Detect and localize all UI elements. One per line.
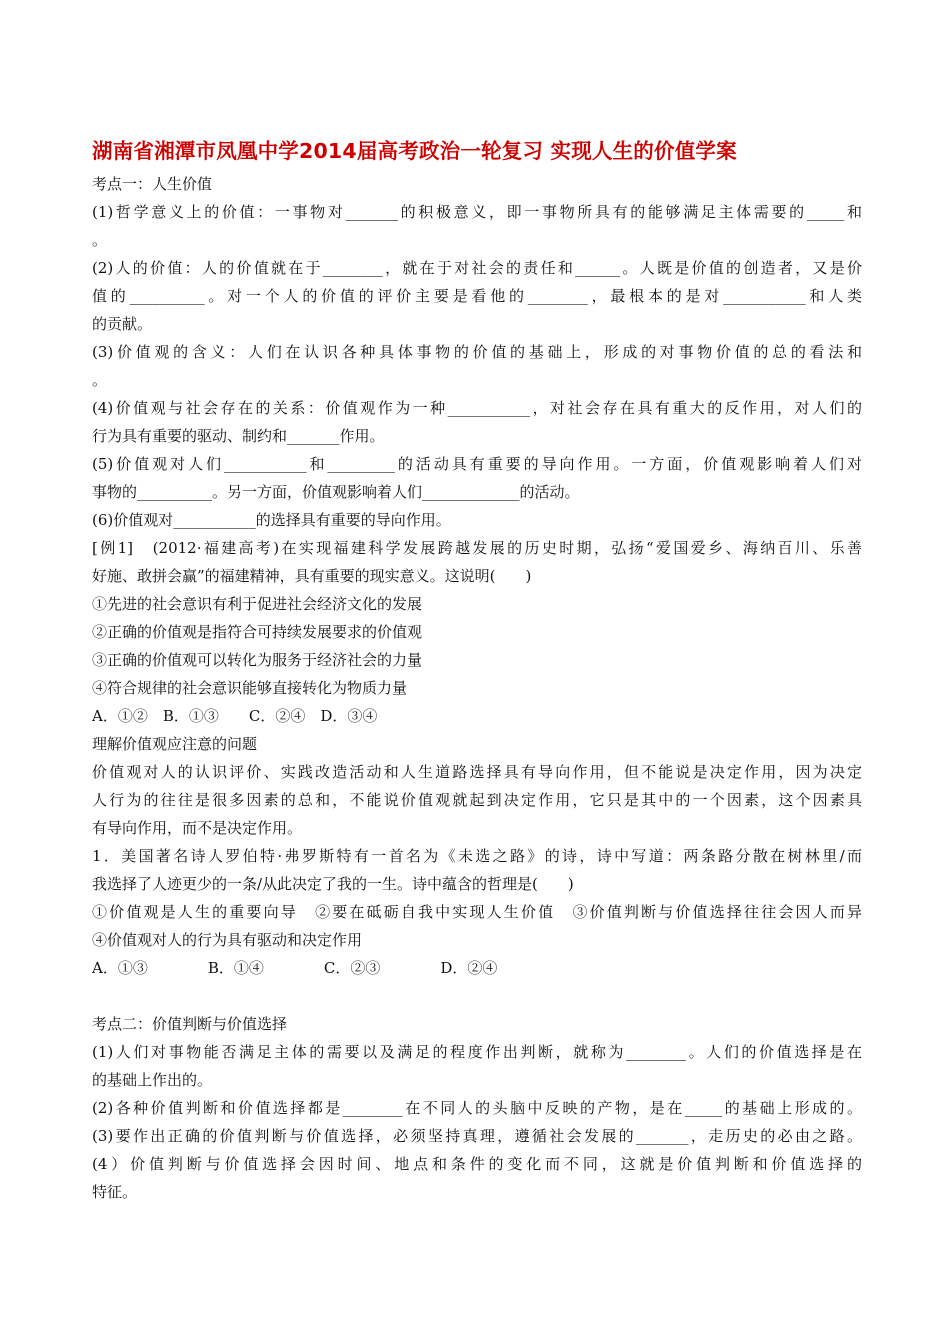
note-heading: 理解价值观应注意的问题 — [92, 735, 258, 753]
section-spacer — [92, 982, 862, 1010]
section-1-line: 的贡献。 — [92, 315, 153, 333]
note-line: 有导向作用，而不是决定作用。 — [92, 819, 303, 837]
example-question — [92, 534, 862, 730]
question-1 — [92, 842, 862, 982]
section-2-line: 的基础上作出的。 — [92, 1071, 213, 1089]
section-2-line: (2)各种价值判断和价值选择都是________在不同人的头脑中反映的产物，是在_____的基础上形成的。 — [92, 1099, 862, 1117]
question-1-line: ①价值观是人生的重要向导 ②要在砥砺自我中实现人生价值 ③价值判断与价值选择往往会因人而异 — [92, 903, 862, 921]
example-option: ③正确的价值观可以转化为服务于经济社会的力量 — [92, 651, 423, 669]
section-1 — [92, 170, 862, 534]
section-2-line: (1)人们对事物能否满足主体的需要以及满足的程度作出判断，就称为________。人们的价值选择是在 — [92, 1043, 862, 1061]
section-1-line: (4)价值观与社会存在的关系：价值观作为一种___________，对社会存在具有重大的反作用，对人们的 — [92, 399, 862, 417]
document-body — [92, 170, 862, 1206]
example-option: ①先进的社会意识有利于促进社会经济文化的发展 — [92, 595, 423, 613]
section-1-line: (2)人的价值：人的价值就在于________，就在于对社会的责任和______。人既是价值的创造者，又是价 — [92, 259, 862, 277]
note-block — [92, 730, 862, 842]
section-2-line: 特征。 — [92, 1183, 138, 1201]
question-1-answer-choices: A．①③ B．①④ C．②③ D．②④ — [92, 959, 498, 977]
section-2-heading: 考点二：价值判断与价值选择 — [92, 1015, 288, 1033]
section-2-line: (3)要作出正确的价值判断与价值选择，必须坚持真理，遵循社会发展的_______，走历史的必由之路。 — [92, 1127, 862, 1145]
question-1-line: 我选择了人迹更少的一条/从此决定了我的一生。诗中蕴含的哲理是( ) — [92, 875, 574, 893]
note-line: 人行为的往往是很多因素的总和，不能说价值观就起到决定作用，它只是其中的一个因素，这个因素具 — [92, 791, 862, 809]
section-2 — [92, 1010, 862, 1206]
example-stem-line: 好施、敢拼会赢”的福建精神，具有重要的现实意义。这说明( ) — [92, 567, 532, 585]
section-1-line: 。 — [92, 371, 108, 389]
section-2-line: (4）价值判断与价值选择会因时间、地点和条件的变化而不同，这就是价值判断和价值选择的 — [92, 1155, 862, 1173]
question-1-line: ④价值观对人的行为具有驱动和决定作用 — [92, 931, 363, 949]
note-line: 价值观对人的认识评价、实践改造活动和人生道路选择具有导向作用，但不能说是决定作用，因为决定 — [92, 763, 862, 781]
example-option: ④符合规律的社会意识能够直接转化为物质力量 — [92, 679, 408, 697]
section-1-line: 事物的__________。另一方面，价值观影响着人们_____________的活动。 — [92, 483, 580, 501]
section-1-line: 。 — [92, 231, 108, 249]
example-option: ②正确的价值观是指符合可持续发展要求的价值观 — [92, 623, 423, 641]
section-1-line: 值的__________。对一个人的价值的评价主要是看他的________，最根本的是对___________和人类 — [92, 287, 862, 305]
section-1-heading: 考点一：人生价值 — [92, 175, 213, 193]
section-1-line: (1)哲学意义上的价值：一事物对_______的积极意义，即一事物所具有的能够满足主体需要的_____和 — [92, 203, 862, 221]
document-title: 湖南省湘潭市凤凰中学2014届高考政治一轮复习 实现人生的价值学案 — [92, 139, 737, 163]
example-answer-choices: A．①② B．①③ C．②④ D．③④ — [92, 707, 378, 725]
section-1-line: (3)价值观的含义：人们在认识各种具体事物的价值的基础上，形成的对事物价值的总的看法和 — [92, 343, 862, 361]
question-1-line: 1．美国著名诗人罗伯特·弗罗斯特有一首名为《未选之路》的诗，诗中写道：两条路分散在树林里/而 — [92, 847, 862, 865]
example-stem-line: [例1] (2012·福建高考)在实现福建科学发展跨越发展的历史时期，弘扬“爱国爱乡、海纳百川、乐善 — [92, 539, 862, 557]
section-1-line: 行为具有重要的驱动、制约和_______作用。 — [92, 427, 385, 445]
section-1-line: (5)价值观对人们___________和_________的活动具有重要的导向作用。一方面，价值观影响着人们对 — [92, 455, 862, 473]
section-1-line: (6)价值观对___________的选择具有重要的导向作用。 — [92, 511, 451, 529]
